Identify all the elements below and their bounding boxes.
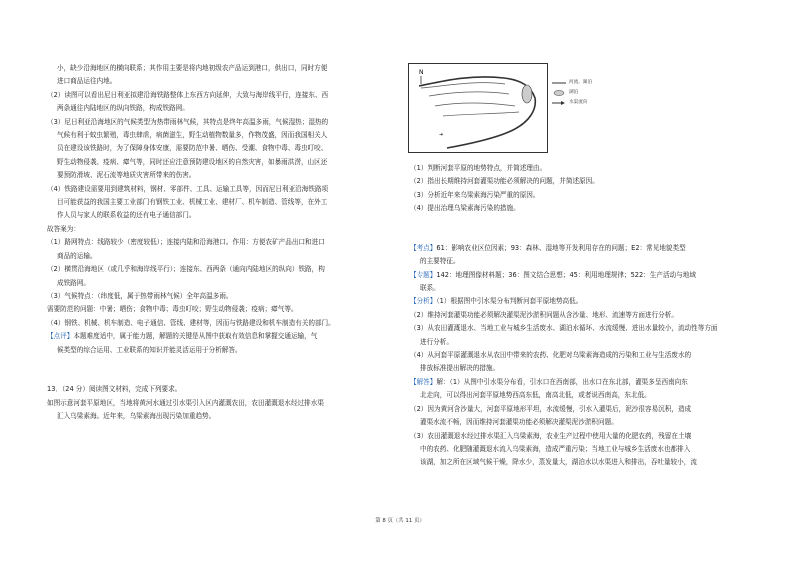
text-line: 进行分析。 (420, 337, 453, 346)
text-line: （2）维持河套灌渠功能必须解决灌渠泥沙淤积问题从含沙量、地形、流速等方面进行分析。 (410, 310, 678, 319)
text-line: 故答案为： (47, 224, 80, 233)
text-line: （3）尼日利亚沿海地区的气候类型为热带雨林气候，其特点是终年高温多雨，气候湿热；湿热的 (47, 117, 329, 126)
text-line: （1）路网特点：线路较少（密度较低）；连接内陆和沿海港口。作用：方便农矿产品出口和进口 (47, 238, 325, 247)
text-line: （4）提出治理乌梁素海污染的措施。 (410, 204, 520, 213)
text-line: （4）铁路建设需要用到建筑材料，钢材、零部件、工具、运输工具等，因而尼日利亚沿海铁路项 (47, 184, 329, 193)
text-line (410, 269, 752, 282)
text-line: （4）从河套平原灌溉退水从农田中带来的农药、化肥对乌梁素海造成的污染和工业与生活废水的 (410, 351, 692, 360)
text-line: （3）农田灌溉退水经过排水渠汇入乌梁素海，农业生产过程中使用大量的化肥农药，残留在土壤 (410, 431, 692, 440)
text-line: 气候有利于蚊虫繁殖，毒虫肆虐，病菌滋生，野生动植物数量多，作物茂盛，因而我国相关人 (57, 131, 328, 140)
north-label: N (419, 69, 424, 76)
text-line: 野生动物侵袭、疫病、瘴气等，同时还应注意预防建设地区的自然灾害，如暴雨洪涝，山区还 (57, 157, 328, 166)
text-line: （2）横贯沿海地区（或几乎和海岸线平行）；连接东、西两条（通向内陆地区的纵向）铁路，构 (47, 265, 325, 274)
text-line: 两条通往内陆地区的纵向铁路，构成铁路网。 (57, 104, 189, 113)
text-line: （2）指出长期维持河套灌渠功能必须解决的问题，并简述原因。 (410, 177, 599, 186)
text-line: 该湖，加之所在区域气候干燥，降水少，蒸发量大，湖泊水以水渠进入和排出，吞吐量较小，流 (420, 458, 697, 467)
page-footer: 第 8 页（共 11 页） (375, 518, 425, 524)
text-line: 要预防滑坡、泥石流等地质灾害所带来的伤害。 (57, 171, 196, 180)
section-text: 本题难度适中，属于能力题，解题的关键是从图中获取有效信息和掌握交通运输，气 (73, 332, 318, 341)
section-text: 61：影响农业区位因素；93：森林、湿地等开发利用存在的问题；E2：常见地貌类型 (436, 243, 686, 252)
text-line (410, 242, 752, 255)
text-line: （2）因为黄河含沙量大，河套平原地形平坦，水流缓慢，引水入灌渠后，泥沙很容易沉积，造成 (410, 404, 692, 413)
section-tag: 【分析】 (410, 297, 437, 306)
text-line: 目可能获益的我国主要工业部门有钢铁工业、机械工业、建材厂、机车制造、管线等，在外工 (57, 198, 328, 207)
text-line: 13．（24 分）阅读图文材料，完成下列要求。 (47, 385, 182, 394)
text-line: 如图示意河套平原地区，当地将黄河水通过引水渠引入区内灌溉农田，农田灌溉退水经过排水渠 (47, 398, 324, 407)
text-line: 中的农药、化肥随灌溉退水流入乌梁素海，造成严重污染；当地工业与城乡生活废水也都排入 (420, 444, 691, 453)
text-line: 需要防范的问题：中暑；晒伤；食物中毒；毒虫叮咬；野生动物侵袭；疫病；瘴气等。 (47, 305, 298, 314)
text-line (47, 330, 387, 343)
text-line: 作人员与家人的联系收益的还有电子通信部门。 (57, 211, 196, 220)
left-column (47, 62, 387, 423)
section-text: （1）根据图中引水渠分布判断河套平原地势高低。 (436, 297, 583, 306)
map-river-arrow: ➜ (439, 132, 444, 138)
text-line: 排放标准提出解决的措施。 (420, 364, 500, 373)
section-tag: 【考点】 (410, 243, 437, 252)
text-line: （3）气候特点：（纬度低，属于热带雨林气候）全年高温多雨。 (47, 291, 233, 300)
text-line: 汇入乌梁素海。近年来，乌梁素海出现污染加重趋势。 (57, 411, 216, 420)
section-text: 解：（1）从图中引水渠分布看，引水口在西南部，出水口在东北部，灌渠多呈西南向东 (436, 377, 688, 386)
text-line: 员在建设该铁路时，为了保障身体安康，需要防范中暑、晒伤、受潮、食物中毒、毒虫叮咬、 (57, 144, 328, 153)
legend-label: 湖泊 (569, 90, 579, 95)
blank-line (47, 364, 387, 377)
section-tag: 【专题】 (410, 270, 437, 279)
text-line: 商品的运输。 (57, 251, 97, 260)
text-line: （1）判断河套平原的地势特点，并简述理由。 (410, 164, 547, 172)
text-line (410, 295, 752, 308)
text-line: 灌渠水流不畅，因而维持河套灌渠功能必须解决灌渠泥沙淤积问题。 (420, 418, 618, 427)
legend-label: 水渠流向 (569, 100, 588, 105)
text-line: 小，缺少沿海地区的横向联系；其作用主要是将内地初级农产品运到港口，供出口，同时方便 (57, 64, 328, 72)
text-line: 进口商品运往内地。 (57, 77, 117, 86)
text-line (410, 376, 752, 389)
right-column (410, 62, 752, 470)
legend-label: 河流、湖泊 (569, 80, 592, 85)
text-line: （2）读图可以看出尼日利亚拟建沿海铁路整体上东西方向延伸，大致与海岸线平行，连接东、西 (47, 90, 329, 99)
text-line: 联系。 (420, 284, 440, 293)
blank-line (410, 222, 752, 235)
text-line: 的主要特征。 (420, 257, 460, 266)
text-line: 北走向，可以得出河套平原地势西高东低，南高北低，或者说西南高，东北低。 (420, 391, 651, 400)
text-line: 候类型的综合运用、工业联系的知识并能灵活运用于分析解答。 (57, 345, 242, 354)
section-text: 142：地理图像材料题；36：图文结合思想；45：利用地理规律；522：生产活动与地域 (436, 270, 696, 279)
text-line: 成铁路网。 (57, 278, 90, 287)
text-line: （3）从农田灌溉退水、当地工业与城乡生活废水、湖泊水循环、水流缓慢、进出水量较小，流动性等方面 (410, 324, 718, 333)
section-tag: 【点评】 (47, 332, 74, 341)
text-line: （3）分析近年来乌梁素海污染严重的原因。 (410, 190, 540, 199)
section-tag: 【解答】 (410, 377, 437, 386)
text-line: （4）钢铁、机械、机车制造、电子通信、管线、建材等，因而与铁路建设和机车制造有关的部门。 (47, 318, 335, 327)
